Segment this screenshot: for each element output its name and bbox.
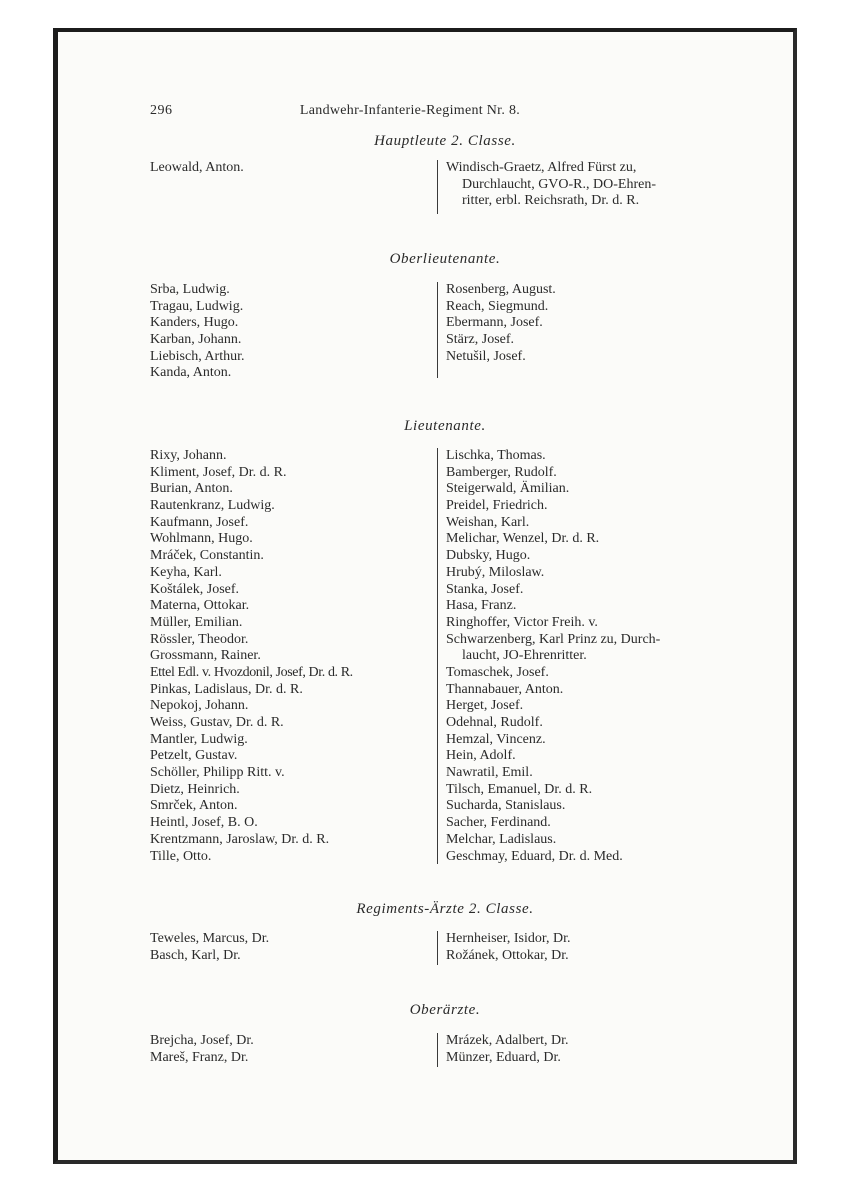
list-item: Münzer, Eduard, Dr. [446, 1049, 561, 1065]
oberaerzte-right-column [446, 1033, 568, 1066]
page-number: 296 [150, 103, 173, 118]
list-item: Smrček, Anton. [150, 798, 238, 814]
list-item: Stanka, Josef. [446, 581, 524, 597]
section-heading-hauptleute: Hauptleute 2. Classe. [374, 133, 516, 149]
list-item: Leowald, Anton. [150, 160, 244, 175]
list-item: Koštálek, Josef. [150, 581, 240, 597]
list-item: Hemzal, Vincenz. [446, 731, 546, 747]
list-item: Herget, Josef. [446, 698, 524, 714]
list-item: Ettel Edl. v. Hvozdonil, Josef, Dr. d. R. [150, 664, 353, 680]
list-item: Rixy, Johann. [150, 448, 227, 463]
section-heading-oberaerzte: Oberärzte. [409, 1002, 481, 1018]
list-item: Windisch-Graetz, Alfred Fürst zu, [446, 160, 637, 175]
oberlieutenante-right-column [446, 282, 556, 365]
list-item: Sacher, Ferdinand. [446, 815, 551, 831]
list-item: Teweles, Marcus, Dr. [150, 931, 270, 946]
list-item: Weishan, Karl. [446, 514, 530, 530]
column-divider [437, 448, 438, 864]
list-item: Basch, Karl, Dr. [150, 947, 241, 963]
list-item: Melchar, Ladislaus. [446, 831, 557, 847]
list-item: Srba, Ludwig. [150, 282, 230, 297]
list-item: Rosenberg, August. [446, 282, 556, 297]
list-item: Brejcha, Josef, Dr. [150, 1033, 254, 1048]
list-item: Ringhoffer, Victor Freih. v. [446, 614, 598, 630]
list-item: Tilsch, Emanuel, Dr. d. R. [446, 781, 593, 797]
list-item: Nepokoj, Johann. [150, 698, 249, 714]
list-item: Weiss, Gustav, Dr. d. R. [150, 715, 284, 730]
page-header [150, 103, 670, 123]
list-item: Sucharda, Stanislaus. [446, 798, 566, 814]
list-item: Mráček, Constantin. [150, 548, 264, 564]
section-heading-regimentsaerzte: Regiments-Ärzte 2. Classe. [356, 901, 534, 917]
list-item: Schöller, Philipp Ritt. v. [150, 765, 285, 781]
column-divider [437, 931, 438, 965]
oberaerzte-left-column [150, 1033, 254, 1066]
list-item: Wohlmann, Hugo. [150, 531, 253, 547]
list-item: Steigerwald, Ämilian. [446, 481, 570, 497]
list-item: Kaufmann, Josef. [150, 514, 249, 530]
list-item: Thannabauer, Anton. [446, 681, 564, 697]
list-item: Tomaschek, Josef. [446, 664, 549, 680]
list-item: Kanda, Anton. [150, 365, 232, 381]
list-item: Grossmann, Rainer. [150, 648, 261, 664]
list-item: Stärz, Josef. [446, 332, 515, 348]
list-item: Burian, Anton. [150, 481, 233, 497]
list-item-continuation: laucht, JO-Ehrenritter. [462, 648, 587, 664]
list-item: Dietz, Heinrich. [150, 781, 240, 797]
column-divider [437, 282, 438, 378]
list-item: Müller, Emilian. [150, 614, 243, 630]
list-item: Materna, Ottokar. [150, 598, 250, 614]
list-item: Hasa, Franz. [446, 598, 517, 614]
running-title: Landwehr-Infanterie-Regiment Nr. 8. [299, 103, 521, 118]
list-item: Liebisch, Arthur. [150, 348, 245, 364]
list-item: Geschmay, Eduard, Dr. d. Med. [446, 848, 623, 864]
list-item: Netušil, Josef. [446, 348, 526, 364]
list-item: Schwarzenberg, Karl Prinz zu, Durch- [446, 631, 661, 647]
list-item: Mantler, Ludwig. [150, 731, 248, 747]
list-item: Lischka, Thomas. [446, 448, 546, 463]
oberlieutenante-left-column [150, 282, 245, 382]
lieutenante-right-column [446, 448, 660, 865]
list-item-continuation: Durchlaucht, GVO-R., DO-Ehren- [462, 176, 656, 192]
list-item: Rössler, Theodor. [150, 631, 249, 647]
list-item: Rautenkranz, Ludwig. [150, 498, 275, 514]
regimentsaerzte-left-column [150, 931, 269, 964]
list-item-continuation: ritter, erbl. Reichsrath, Dr. d. R. [462, 193, 640, 209]
list-item: Kanders, Hugo. [150, 315, 239, 331]
regimentsaerzte-right-column [446, 931, 570, 964]
list-item: Tille, Otto. [150, 848, 212, 864]
column-divider [437, 1033, 438, 1067]
list-item: Hein, Adolf. [446, 748, 516, 764]
list-item: Tragau, Ludwig. [150, 298, 244, 314]
list-item: Nawratil, Emil. [446, 765, 533, 781]
hauptleute-right-column [446, 160, 656, 210]
hauptleute-left-column [150, 160, 244, 177]
list-item: Odehnal, Rudolf. [446, 715, 543, 730]
list-item: Preidel, Friedrich. [446, 498, 548, 514]
list-item: Hrubý, Miloslaw. [446, 564, 545, 580]
list-item: Rožánek, Ottokar, Dr. [446, 947, 569, 963]
section-heading-lieutenante: Lieutenante. [404, 418, 486, 434]
lieutenante-left-column [150, 448, 353, 865]
list-item: Hernheiser, Isidor, Dr. [446, 931, 571, 946]
list-item: Keyha, Karl. [150, 564, 222, 580]
list-item: Heintl, Josef, B. O. [150, 815, 258, 831]
list-item: Reach, Siegmund. [446, 298, 549, 314]
column-divider [437, 160, 438, 214]
list-item: Melichar, Wenzel, Dr. d. R. [446, 531, 600, 547]
list-item: Mareš, Franz, Dr. [150, 1049, 249, 1065]
list-item: Dubsky, Hugo. [446, 548, 531, 564]
section-heading-oberlieutenante: Oberlieutenante. [389, 251, 501, 267]
list-item: Pinkas, Ladislaus, Dr. d. R. [150, 681, 303, 697]
list-item: Kliment, Josef, Dr. d. R. [150, 464, 287, 480]
list-item: Petzelt, Gustav. [150, 748, 238, 764]
list-item: Krentzmann, Jaroslaw, Dr. d. R. [150, 831, 330, 847]
list-item: Bamberger, Rudolf. [446, 464, 557, 480]
list-item: Karban, Johann. [150, 332, 242, 348]
list-item: Mrázek, Adalbert, Dr. [446, 1033, 569, 1048]
list-item: Ebermann, Josef. [446, 315, 543, 331]
